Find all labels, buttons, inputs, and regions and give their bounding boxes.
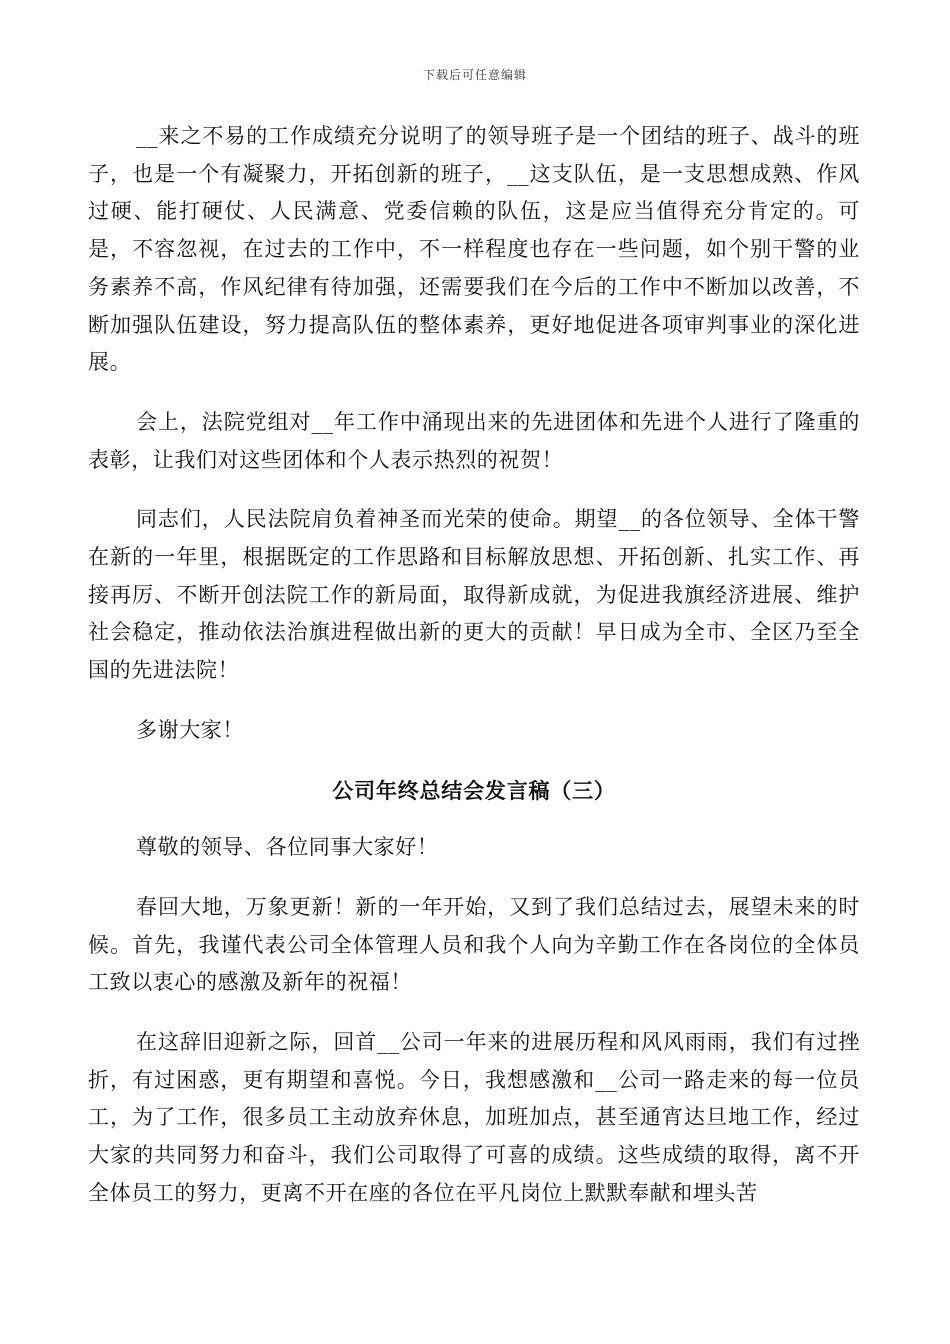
paragraph: 尊敬的领导、各位同事大家好！ bbox=[136, 835, 439, 860]
paragraph: 在这辞旧迎新之际，回首__公司一年来的进展历程和风风雨雨，我们有过挫折，有过困惑，更有期望和喜悦。今日，我想感激和__公司一路走来的每一位员工，为了工作，很多员工主动放弃休息，加班加点，甚至通宵达旦地工作，经过大家的共同努力和奋斗，我们公司取得了可喜的成绩。这些成绩的取得，离不开全体员工的努力，更离不开在座的各位在平凡岗位上默默奉献和埋头苦 bbox=[88, 1030, 860, 1205]
paragraph: 多谢大家！ bbox=[136, 717, 244, 742]
section-title: 公司年终总结会发言稿（三） bbox=[332, 777, 616, 803]
document-body bbox=[88, 118, 860, 1235]
paragraph: 会上，法院党组对__年工作中涌现出来的先进团体和先进个人进行了隆重的表彰，让我们对这些团体和个人表示热烈的祝贺！ bbox=[88, 409, 860, 472]
paragraph: 春回大地，万象更新！新的一年开始，又到了我们总结过去，展望未来的时候。首先，我谨代表公司全体管理人员和我个人向为辛勤工作在各岗位的全体员工致以衷心的感激及新年的祝福！ bbox=[88, 894, 860, 995]
paragraph: 同志们，人民法院肩负着神圣而光荣的使命。期望__的各位领导、全体干警在新的一年里，根据既定的工作思路和目标解放思想、开拓创新、扎实工作、再接再厉、不断开创法院工作的新局面，取得新成就，为促进我旗经济进展、维护社会稳定，推动依法治旗进程做出新的更大的贡献！早日成为全市、全区乃至全国的先进法院！ bbox=[88, 507, 860, 683]
paragraph: __来之不易的工作成绩充分说明了的领导班子是一个团结的班子、战斗的班子，也是一个有凝聚力，开拓创新的班子，__这支队伍，是一支思想成熟、作风过硬、能打硬仗、人民满意、党委信赖的队伍，这是应当值得充分肯定的。可是，不容忽视，在过去的工作中，不一样程度也存在一些问题，如个别干警的业务素养不高，作风纪律有待加强，还需要我们在今后的工作中不断加以改善，不断加强队伍建设，努力提高队伍的整体素养，更好地促进各项审判事业的深化进展。 bbox=[88, 124, 860, 375]
header-note: 下载后可任意编辑 bbox=[422, 68, 527, 82]
